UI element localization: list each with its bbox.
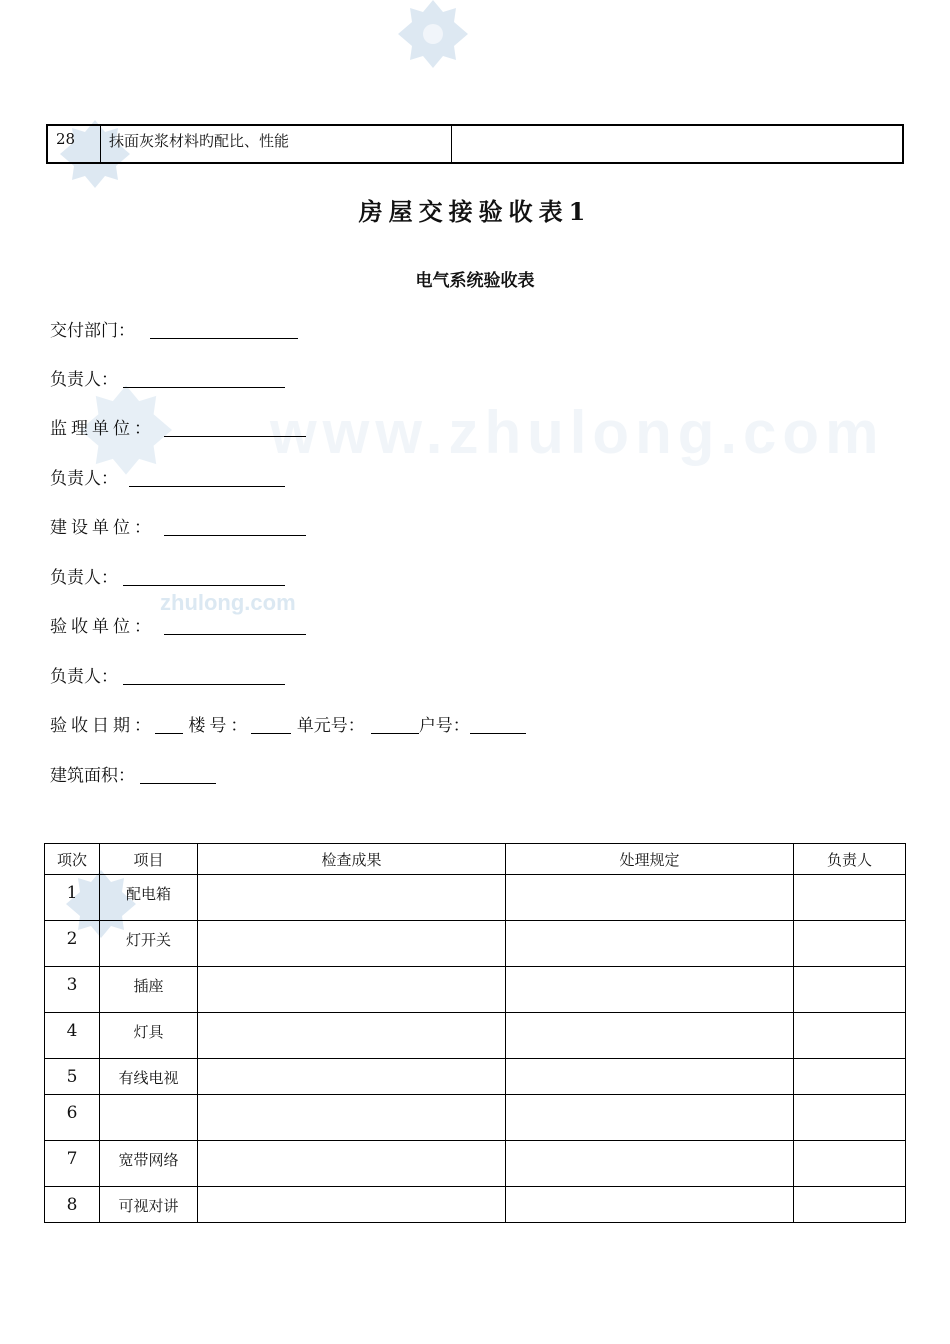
date-line[interactable] — [155, 715, 183, 734]
person-cell[interactable] — [794, 1059, 906, 1095]
row-item: 有线电视 — [100, 1059, 198, 1095]
unit-label: 单元号： — [296, 716, 365, 736]
result-cell[interactable] — [198, 1013, 506, 1059]
person-cell[interactable] — [794, 921, 906, 967]
table-row — [45, 1187, 906, 1223]
row-value — [452, 125, 904, 163]
delivery-dept-line[interactable] — [150, 320, 298, 339]
result-cell[interactable] — [198, 1095, 506, 1141]
area-label: 建筑面积： — [50, 766, 135, 786]
person3-line[interactable] — [123, 567, 285, 586]
row-number: 2 — [45, 921, 100, 967]
table-row — [45, 1141, 906, 1187]
row-number: 5 — [45, 1059, 100, 1095]
handling-cell[interactable] — [506, 1187, 794, 1223]
person4-label: 负责人： — [50, 667, 118, 687]
row-number: 28 — [47, 125, 101, 163]
room-label: 户号： — [418, 716, 470, 736]
person-cell[interactable] — [794, 1095, 906, 1141]
previous-table-fragment — [46, 124, 904, 164]
watermark-url: www.zhulong.com — [270, 399, 885, 466]
header-no: 项次 — [45, 844, 100, 875]
result-cell[interactable] — [198, 1187, 506, 1223]
handling-cell[interactable] — [506, 1059, 794, 1095]
area-line[interactable] — [140, 765, 216, 784]
delivery-dept-label: 交付部门： — [50, 321, 135, 341]
table-row — [47, 125, 903, 163]
supervision-label: 监理单位： — [50, 419, 155, 439]
person1-label: 负责人： — [50, 370, 118, 390]
room-line[interactable] — [470, 715, 526, 734]
row-item — [100, 1095, 198, 1141]
snowflake-logo-icon — [398, 0, 468, 68]
result-cell[interactable] — [198, 1059, 506, 1095]
acceptance-label: 验收单位： — [50, 617, 155, 637]
page-subtitle: 电气系统验收表 — [415, 271, 535, 291]
result-cell[interactable] — [198, 921, 506, 967]
person-cell[interactable] — [794, 1013, 906, 1059]
date-location-field — [50, 711, 526, 736]
header-result: 检查成果 — [198, 844, 506, 875]
person2-field — [50, 464, 285, 489]
person1-field — [50, 365, 285, 390]
handling-cell[interactable] — [506, 921, 794, 967]
delivery-dept-field — [50, 316, 298, 341]
construction-label: 建设单位： — [50, 518, 155, 538]
row-number: 3 — [45, 967, 100, 1013]
person3-label: 负责人： — [50, 568, 118, 588]
result-cell[interactable] — [198, 967, 506, 1013]
table-row — [45, 967, 906, 1013]
person-cell[interactable] — [794, 967, 906, 1013]
table-row — [45, 1095, 906, 1141]
person-cell[interactable] — [794, 1187, 906, 1223]
row-item: 插座 — [100, 967, 198, 1013]
person3-field — [50, 563, 285, 588]
unit-line[interactable] — [371, 715, 419, 734]
construction-field — [50, 513, 306, 538]
result-cell[interactable] — [198, 1141, 506, 1187]
handling-cell[interactable] — [506, 1013, 794, 1059]
person-cell[interactable] — [794, 1141, 906, 1187]
building-label: 楼号： — [188, 716, 252, 736]
table-row — [45, 1013, 906, 1059]
watermark-brand: zhulong.com — [160, 590, 296, 615]
building-line[interactable] — [251, 715, 291, 734]
person1-line[interactable] — [123, 369, 285, 388]
header-handling: 处理规定 — [506, 844, 794, 875]
result-cell[interactable] — [198, 875, 506, 921]
person2-label: 负责人： — [50, 469, 118, 489]
supervision-field — [50, 414, 306, 439]
page-title: 房屋交接验收表1 — [358, 197, 592, 226]
supervision-line[interactable] — [164, 418, 306, 437]
row-number: 4 — [45, 1013, 100, 1059]
person4-line[interactable] — [123, 666, 285, 685]
row-number: 7 — [45, 1141, 100, 1187]
row-item: 宽带网络 — [100, 1141, 198, 1187]
acceptance-line[interactable] — [164, 616, 306, 635]
row-item: 配电箱 — [100, 875, 198, 921]
area-field — [50, 761, 216, 786]
handling-cell[interactable] — [506, 875, 794, 921]
header-person: 负责人 — [794, 844, 906, 875]
row-number: 8 — [45, 1187, 100, 1223]
acceptance-field — [50, 612, 306, 637]
person2-line[interactable] — [129, 468, 285, 487]
table-row — [45, 1059, 906, 1095]
table-header-row — [45, 844, 906, 875]
table-row — [45, 875, 906, 921]
table-row — [45, 921, 906, 967]
construction-line[interactable] — [164, 517, 306, 536]
date-label: 验收日期： — [50, 716, 155, 736]
header-item: 项目 — [100, 844, 198, 875]
row-item: 灯开关 — [100, 921, 198, 967]
person-cell[interactable] — [794, 875, 906, 921]
row-number: 1 — [45, 875, 100, 921]
handling-cell[interactable] — [506, 1141, 794, 1187]
row-number: 6 — [45, 1095, 100, 1141]
row-item: 灯具 — [100, 1013, 198, 1059]
row-item: 抹面灰浆材料旳配比、性能 — [101, 125, 452, 163]
handling-cell[interactable] — [506, 1095, 794, 1141]
row-item: 可视对讲 — [100, 1187, 198, 1223]
person4-field — [50, 662, 285, 687]
acceptance-table — [44, 843, 906, 1223]
handling-cell[interactable] — [506, 967, 794, 1013]
